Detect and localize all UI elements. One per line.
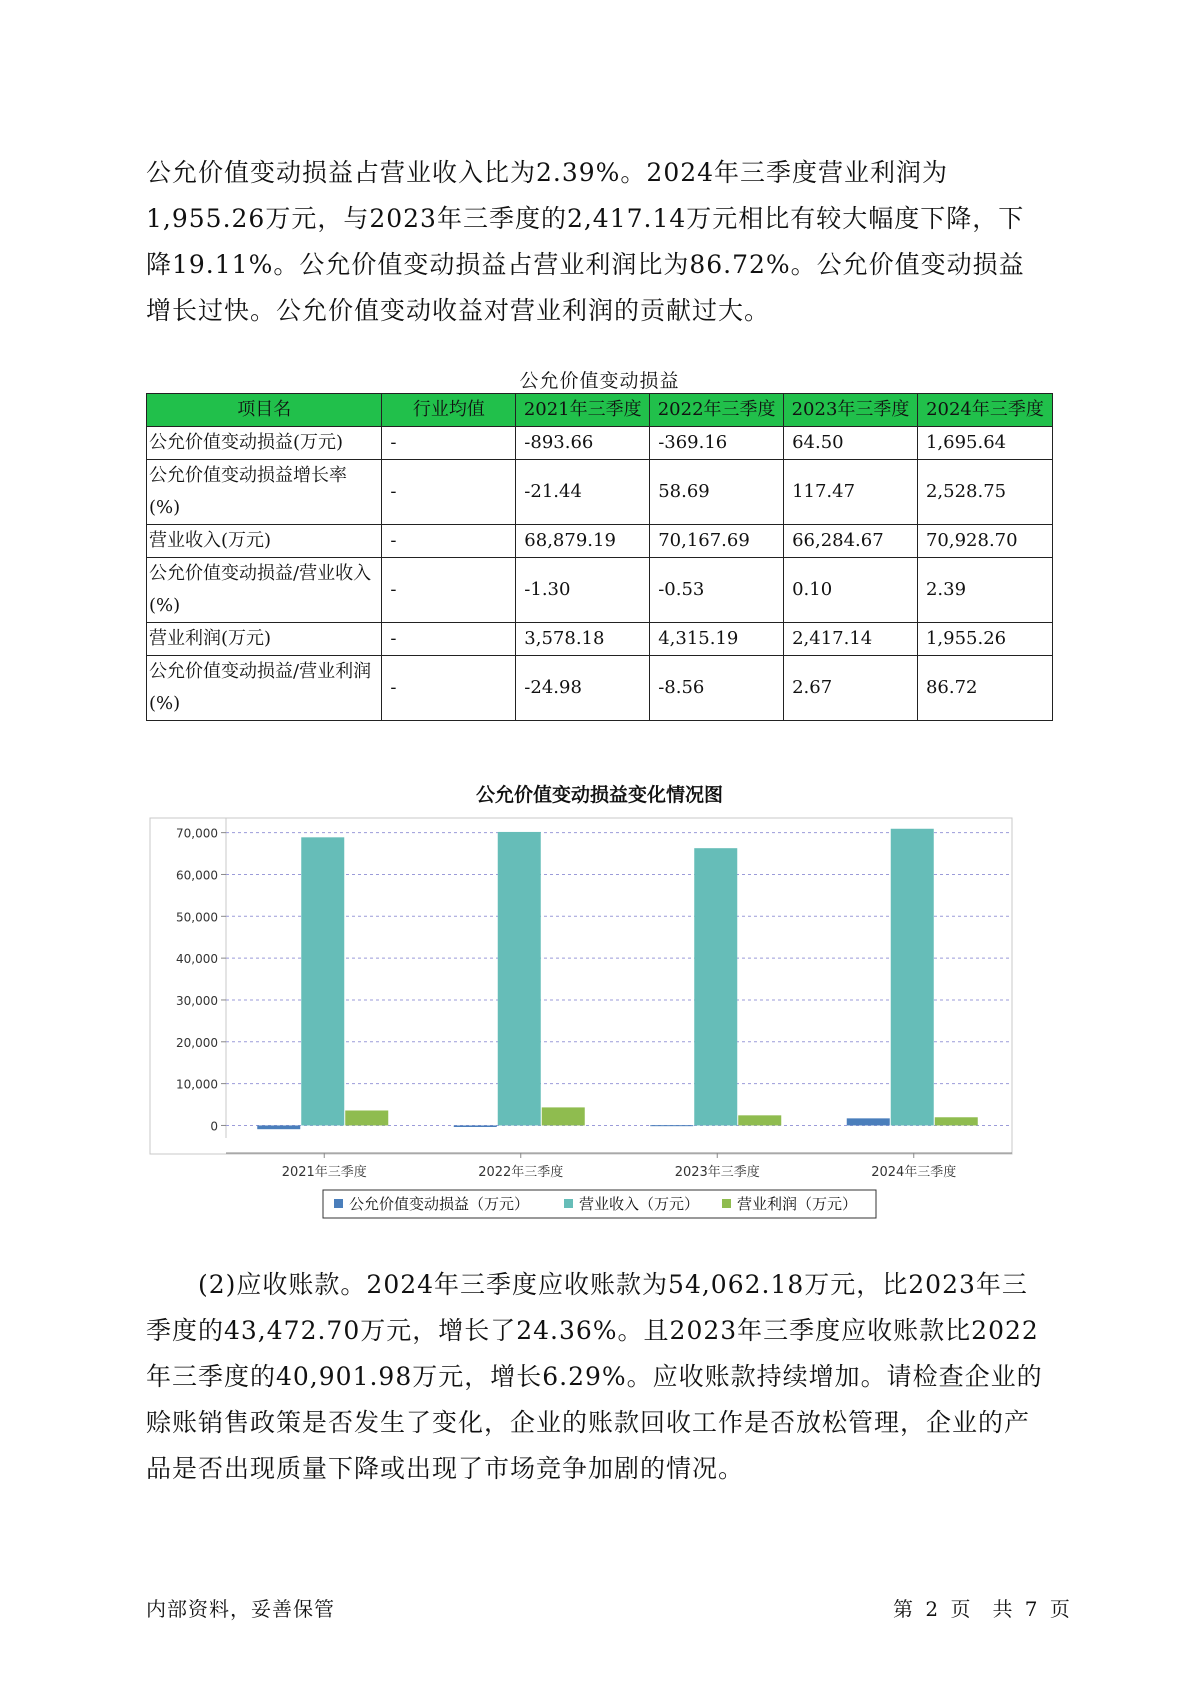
cell-value: 70,167.69 — [650, 525, 784, 558]
bar — [935, 1117, 978, 1125]
bar — [345, 1110, 388, 1125]
y-tick-label: 20,000 — [176, 1035, 218, 1050]
cell-value: 68,879.19 — [516, 525, 650, 558]
cell-value: 1,695.64 — [917, 427, 1052, 460]
header-2021q3: 2021年三季度 — [516, 394, 650, 427]
cell-value: -24.98 — [516, 656, 650, 721]
bar — [257, 1125, 300, 1129]
bar — [847, 1118, 890, 1125]
footer-page-number: 第 2 页 共 7 页 — [893, 1597, 1071, 1621]
y-tick-label: 70,000 — [176, 826, 218, 841]
legend-swatch — [334, 1199, 343, 1208]
y-tick-label: 30,000 — [176, 993, 218, 1008]
row-industry: - — [382, 525, 516, 558]
cell-value: 86.72 — [917, 656, 1052, 721]
chart-frame — [150, 818, 1012, 1154]
y-tick-label: 50,000 — [176, 910, 218, 925]
row-industry: - — [382, 460, 516, 525]
cell-value: -1.30 — [516, 558, 650, 623]
cell-value: 4,315.19 — [650, 623, 784, 656]
bar — [454, 1125, 497, 1127]
legend-label: 公允价值变动损益（万元） — [349, 1195, 530, 1213]
header-2023q3: 2023年三季度 — [784, 394, 918, 427]
bar — [650, 1125, 693, 1126]
bar — [301, 837, 344, 1125]
legend-swatch — [564, 1199, 573, 1208]
header-2024q3: 2024年三季度 — [917, 394, 1052, 427]
cell-value: 66,284.67 — [784, 525, 918, 558]
cell-value: 2,417.14 — [784, 623, 918, 656]
table-caption: 公允价值变动损益 — [519, 370, 680, 392]
cell-value: 1,955.26 — [917, 623, 1052, 656]
header-item-name: 项目名 — [147, 394, 382, 427]
header-industry-avg: 行业均值 — [382, 394, 516, 427]
header-2022q3: 2022年三季度 — [650, 394, 784, 427]
cell-value: 64.50 — [784, 427, 918, 460]
cell-value: 3,578.18 — [516, 623, 650, 656]
bar — [694, 848, 737, 1125]
row-label: 公允价值变动损益增长率(%) — [147, 460, 382, 525]
y-tick-label: 40,000 — [176, 952, 218, 967]
cell-value: 2,528.75 — [917, 460, 1052, 525]
x-tick-label: 2024年三季度 — [871, 1165, 957, 1180]
cell-value: -21.44 — [516, 460, 650, 525]
y-tick-label: 10,000 — [176, 1077, 218, 1092]
x-tick-label: 2023年三季度 — [674, 1165, 760, 1180]
cell-value: 0.10 — [784, 558, 918, 623]
legend-swatch — [722, 1199, 731, 1208]
bar — [498, 832, 541, 1126]
row-label: 营业收入(万元) — [147, 525, 382, 558]
cell-value: -893.66 — [516, 427, 650, 460]
y-tick-label: 60,000 — [176, 868, 218, 883]
row-industry: - — [382, 558, 516, 623]
paragraph-accounts-receivable: (2)应收账款。2024年三季度应收账款为54,062.18万元，比2023年三季度的43,472.70万元，增长了24.36%。且2023年三季度应收账款比2022年三季度的40,901.98万元，增长6.29%。应收账款持续增加。请检查企业的赊账销售政策是否发生了变化，企业的账款回收工作是否放松管理，企业的产品是否出现质量下降或出现了市场竞争加剧的情况。 — [146, 1270, 1043, 1483]
x-tick-label: 2021年三季度 — [281, 1165, 367, 1180]
row-label: 公允价值变动损益/营业收入(%) — [147, 558, 382, 623]
row-industry: - — [382, 623, 516, 656]
cell-value: 117.47 — [784, 460, 918, 525]
paragraph-fair-value-summary: 公允价值变动损益占营业收入比为2.39%。2024年三季度营业利润为1,955.26万元，与2023年三季度的2,417.14万元相比有较大幅度下降，下降19.11%。公允价值变动损益占营业利润比为86.72%。公允价值变动损益增长过快。公允价值变动收益对营业利润的贡献过大。 — [146, 158, 1025, 325]
row-industry: - — [382, 656, 516, 721]
cell-value: 2.39 — [917, 558, 1052, 623]
x-tick-label: 2022年三季度 — [478, 1165, 564, 1180]
bar — [738, 1115, 781, 1125]
cell-value: 2.67 — [784, 656, 918, 721]
bar — [542, 1107, 585, 1125]
cell-value: 70,928.70 — [917, 525, 1052, 558]
row-label: 营业利润(万元) — [147, 623, 382, 656]
cell-value: -8.56 — [650, 656, 784, 721]
cell-value: -0.53 — [650, 558, 784, 623]
legend-label: 营业收入（万元） — [579, 1195, 700, 1213]
chart-title: 公允价值变动损益变化情况图 — [475, 784, 723, 806]
cell-value: -369.16 — [650, 427, 784, 460]
legend-label: 营业利润（万元） — [737, 1195, 858, 1213]
bar — [891, 829, 934, 1126]
row-industry: - — [382, 427, 516, 460]
row-label: 公允价值变动损益/营业利润(%) — [147, 656, 382, 721]
cell-value: 58.69 — [650, 460, 784, 525]
footer-confidential-note: 内部资料，妥善保管 — [146, 1597, 335, 1621]
y-tick-label: 0 — [210, 1119, 218, 1134]
row-label: 公允价值变动损益(万元) — [147, 427, 382, 460]
